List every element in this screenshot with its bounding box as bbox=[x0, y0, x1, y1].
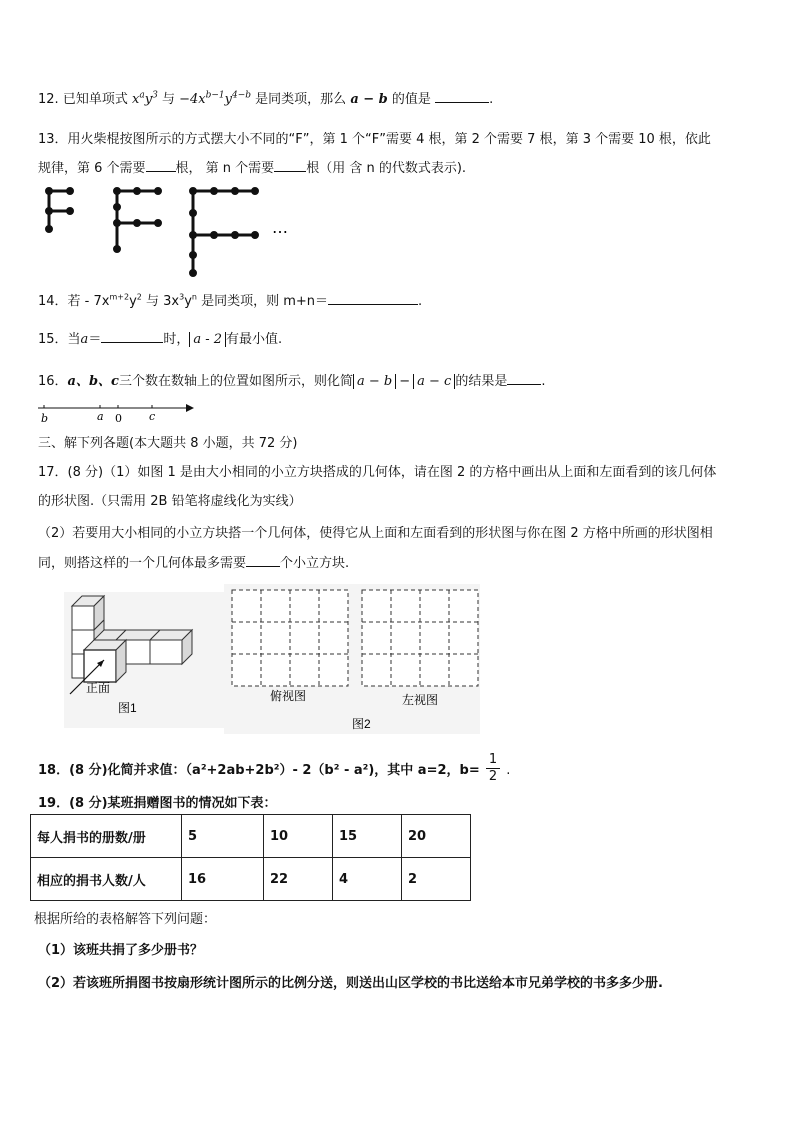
q14-exp1: m+2 bbox=[109, 292, 130, 302]
q15-text3: 有最小值. bbox=[226, 332, 283, 347]
q15-text: 15．当 bbox=[38, 332, 81, 347]
q16-minus: − bbox=[399, 374, 411, 389]
q16-vars: a、b、c bbox=[67, 374, 119, 389]
matchstick-f-figure bbox=[40, 183, 300, 283]
table-cell: 相应的捐书人数/人 bbox=[31, 858, 182, 901]
left-view-label: 左视图 bbox=[402, 693, 439, 707]
table-cell: 4 bbox=[333, 858, 402, 901]
question-17-line4 bbox=[38, 552, 349, 571]
figure-1-caption: 图1 bbox=[118, 701, 137, 715]
question-19-intro: 19．(8 分)某班捐赠图书的情况如下表： bbox=[38, 796, 277, 811]
q12-text2: 是同类项，那么 bbox=[255, 92, 347, 107]
q18-text: 18．(8 分)化简并求值：（a²+2ab+2b²）- 2（b² - a²)，其中 a=2，b= bbox=[38, 763, 480, 778]
axis-label-c: c bbox=[149, 410, 156, 423]
table-cell: 16 bbox=[182, 858, 264, 901]
front-label: 正面 bbox=[86, 681, 111, 695]
q12-term1: $x^ay^3$ bbox=[131, 90, 158, 107]
q15-text2: 时， bbox=[163, 332, 190, 347]
table-cell: 2 bbox=[402, 858, 471, 901]
table-cell: 20 bbox=[402, 815, 471, 858]
q12-number: 12. bbox=[38, 92, 59, 107]
q14-y: y bbox=[129, 294, 137, 309]
figure-1-cubes bbox=[64, 592, 224, 728]
q12-expression: a − b bbox=[350, 92, 388, 107]
table-cell: 10 bbox=[264, 815, 333, 858]
q13-text-c: 根（用 含 n 的代数式表示). bbox=[306, 161, 467, 176]
q14-and: 与 3x bbox=[141, 294, 180, 309]
question-17-line1: 17．(8 分)（1）如图 1 是由大小相同的小立方块搭成的几何体，请在图 2 的方格中画出从上面和左面看到的该几何体 bbox=[38, 465, 717, 480]
q18-period: . bbox=[506, 763, 511, 778]
figure-2-grids bbox=[224, 584, 480, 734]
q15-eq: ＝ bbox=[88, 332, 102, 347]
question-14 bbox=[38, 290, 422, 309]
top-view-label: 俯视图 bbox=[270, 689, 307, 703]
q18-denominator: 2 bbox=[488, 769, 498, 784]
axis-label-0: 0 bbox=[115, 412, 122, 425]
table-cell: 每人捐书的册数/册 bbox=[31, 815, 182, 858]
left-view-grid bbox=[362, 590, 478, 686]
q17-text-b: 个小立方块. bbox=[280, 556, 350, 571]
q16-abs2: a − c bbox=[413, 374, 455, 389]
question-19-sub2: （2）若该班所捐图书按扇形统计图所示的比例分送，则送出山区学校的书比送给本市兄弟学校的书多多少册. bbox=[38, 976, 663, 991]
question-13-line2 bbox=[38, 157, 466, 176]
q14-text2: 是同类项，则 m+n＝ bbox=[196, 294, 329, 309]
q15-var: a bbox=[80, 332, 89, 347]
q12-term2: $-4x^{b-1}y^{4-b}$ bbox=[179, 90, 252, 107]
q14-exp3: 3 bbox=[179, 292, 185, 302]
q16-number: 16． bbox=[38, 374, 68, 389]
question-13-line1: 13．用火柴棍按图所示的方式摆大小不同的“F”，第 1 个“F”需要 4 根，第 2 个需要 7 根，第 3 个需要 10 根，依此 bbox=[38, 132, 711, 147]
table-cell: 5 bbox=[182, 815, 264, 858]
q14-answer-blank[interactable] bbox=[328, 290, 418, 305]
q16-text: 三个数在数轴上的位置如图所示，则化简 bbox=[118, 374, 353, 389]
question-19-after: 根据所给的表格解答下列问题： bbox=[34, 912, 217, 927]
q14-exp2: 2 bbox=[136, 292, 142, 302]
table-cell: 15 bbox=[333, 815, 402, 858]
f-ellipsis: … bbox=[272, 218, 288, 237]
q12-text: 已知单项式 bbox=[62, 92, 128, 107]
q16-abs1: a − b bbox=[353, 374, 396, 389]
q14-y2: y bbox=[184, 294, 192, 309]
question-15 bbox=[38, 328, 282, 347]
q15-answer-blank[interactable] bbox=[101, 328, 163, 343]
question-12 bbox=[38, 88, 493, 107]
q12-period: . bbox=[489, 92, 494, 107]
q13-text-a: 规律，第 6 个需要 bbox=[38, 161, 146, 176]
q15-abs-expr: a - 2 bbox=[189, 332, 226, 347]
q18-fraction bbox=[486, 752, 500, 785]
q12-answer-blank[interactable] bbox=[435, 88, 489, 103]
q17-text-a: 同，则搭这样的一个几何体最多需要 bbox=[38, 556, 247, 571]
donation-table bbox=[30, 814, 471, 901]
q12-text3: 的值是 bbox=[391, 92, 431, 107]
table-cell: 22 bbox=[264, 858, 333, 901]
q14-text: 14．若 - 7x bbox=[38, 294, 110, 309]
section-3-heading: 三、解下列各题(本大题共 8 小题，共 72 分) bbox=[38, 436, 298, 451]
q12-and: 与 bbox=[161, 92, 175, 107]
figure-2-caption: 图2 bbox=[352, 717, 371, 731]
number-line bbox=[36, 400, 196, 426]
q18-numerator: 1 bbox=[486, 752, 500, 769]
question-16 bbox=[38, 370, 546, 389]
question-18 bbox=[38, 754, 510, 787]
q16-text2: 的结果是 bbox=[455, 374, 508, 389]
question-17-line2: 的形状图.（只需用 2B 铅笔将虚线化为实线） bbox=[38, 494, 302, 509]
q16-period: . bbox=[541, 374, 546, 389]
table-row bbox=[31, 815, 471, 858]
axis-label-a: a bbox=[97, 410, 104, 423]
q14-period: . bbox=[418, 294, 423, 309]
question-17-line3: （2）若要用大小相同的小立方块搭一个几何体，使得它从上面和左面看到的形状图与你在图 2 方格中所画的形状图相 bbox=[38, 526, 713, 541]
q13-blank-2[interactable] bbox=[274, 157, 306, 172]
q13-blank-1[interactable] bbox=[146, 157, 176, 172]
q16-answer-blank[interactable] bbox=[507, 370, 541, 385]
top-view-grid bbox=[232, 590, 348, 686]
q13-text-b: 根， 第 n 个需要 bbox=[175, 161, 275, 176]
q14-exp4: n bbox=[191, 292, 197, 302]
table-row bbox=[31, 858, 471, 901]
question-19-sub1: （1）该班共捐了多少册书？ bbox=[38, 943, 204, 958]
q17-answer-blank[interactable] bbox=[246, 552, 280, 567]
axis-label-b: b bbox=[41, 412, 49, 425]
